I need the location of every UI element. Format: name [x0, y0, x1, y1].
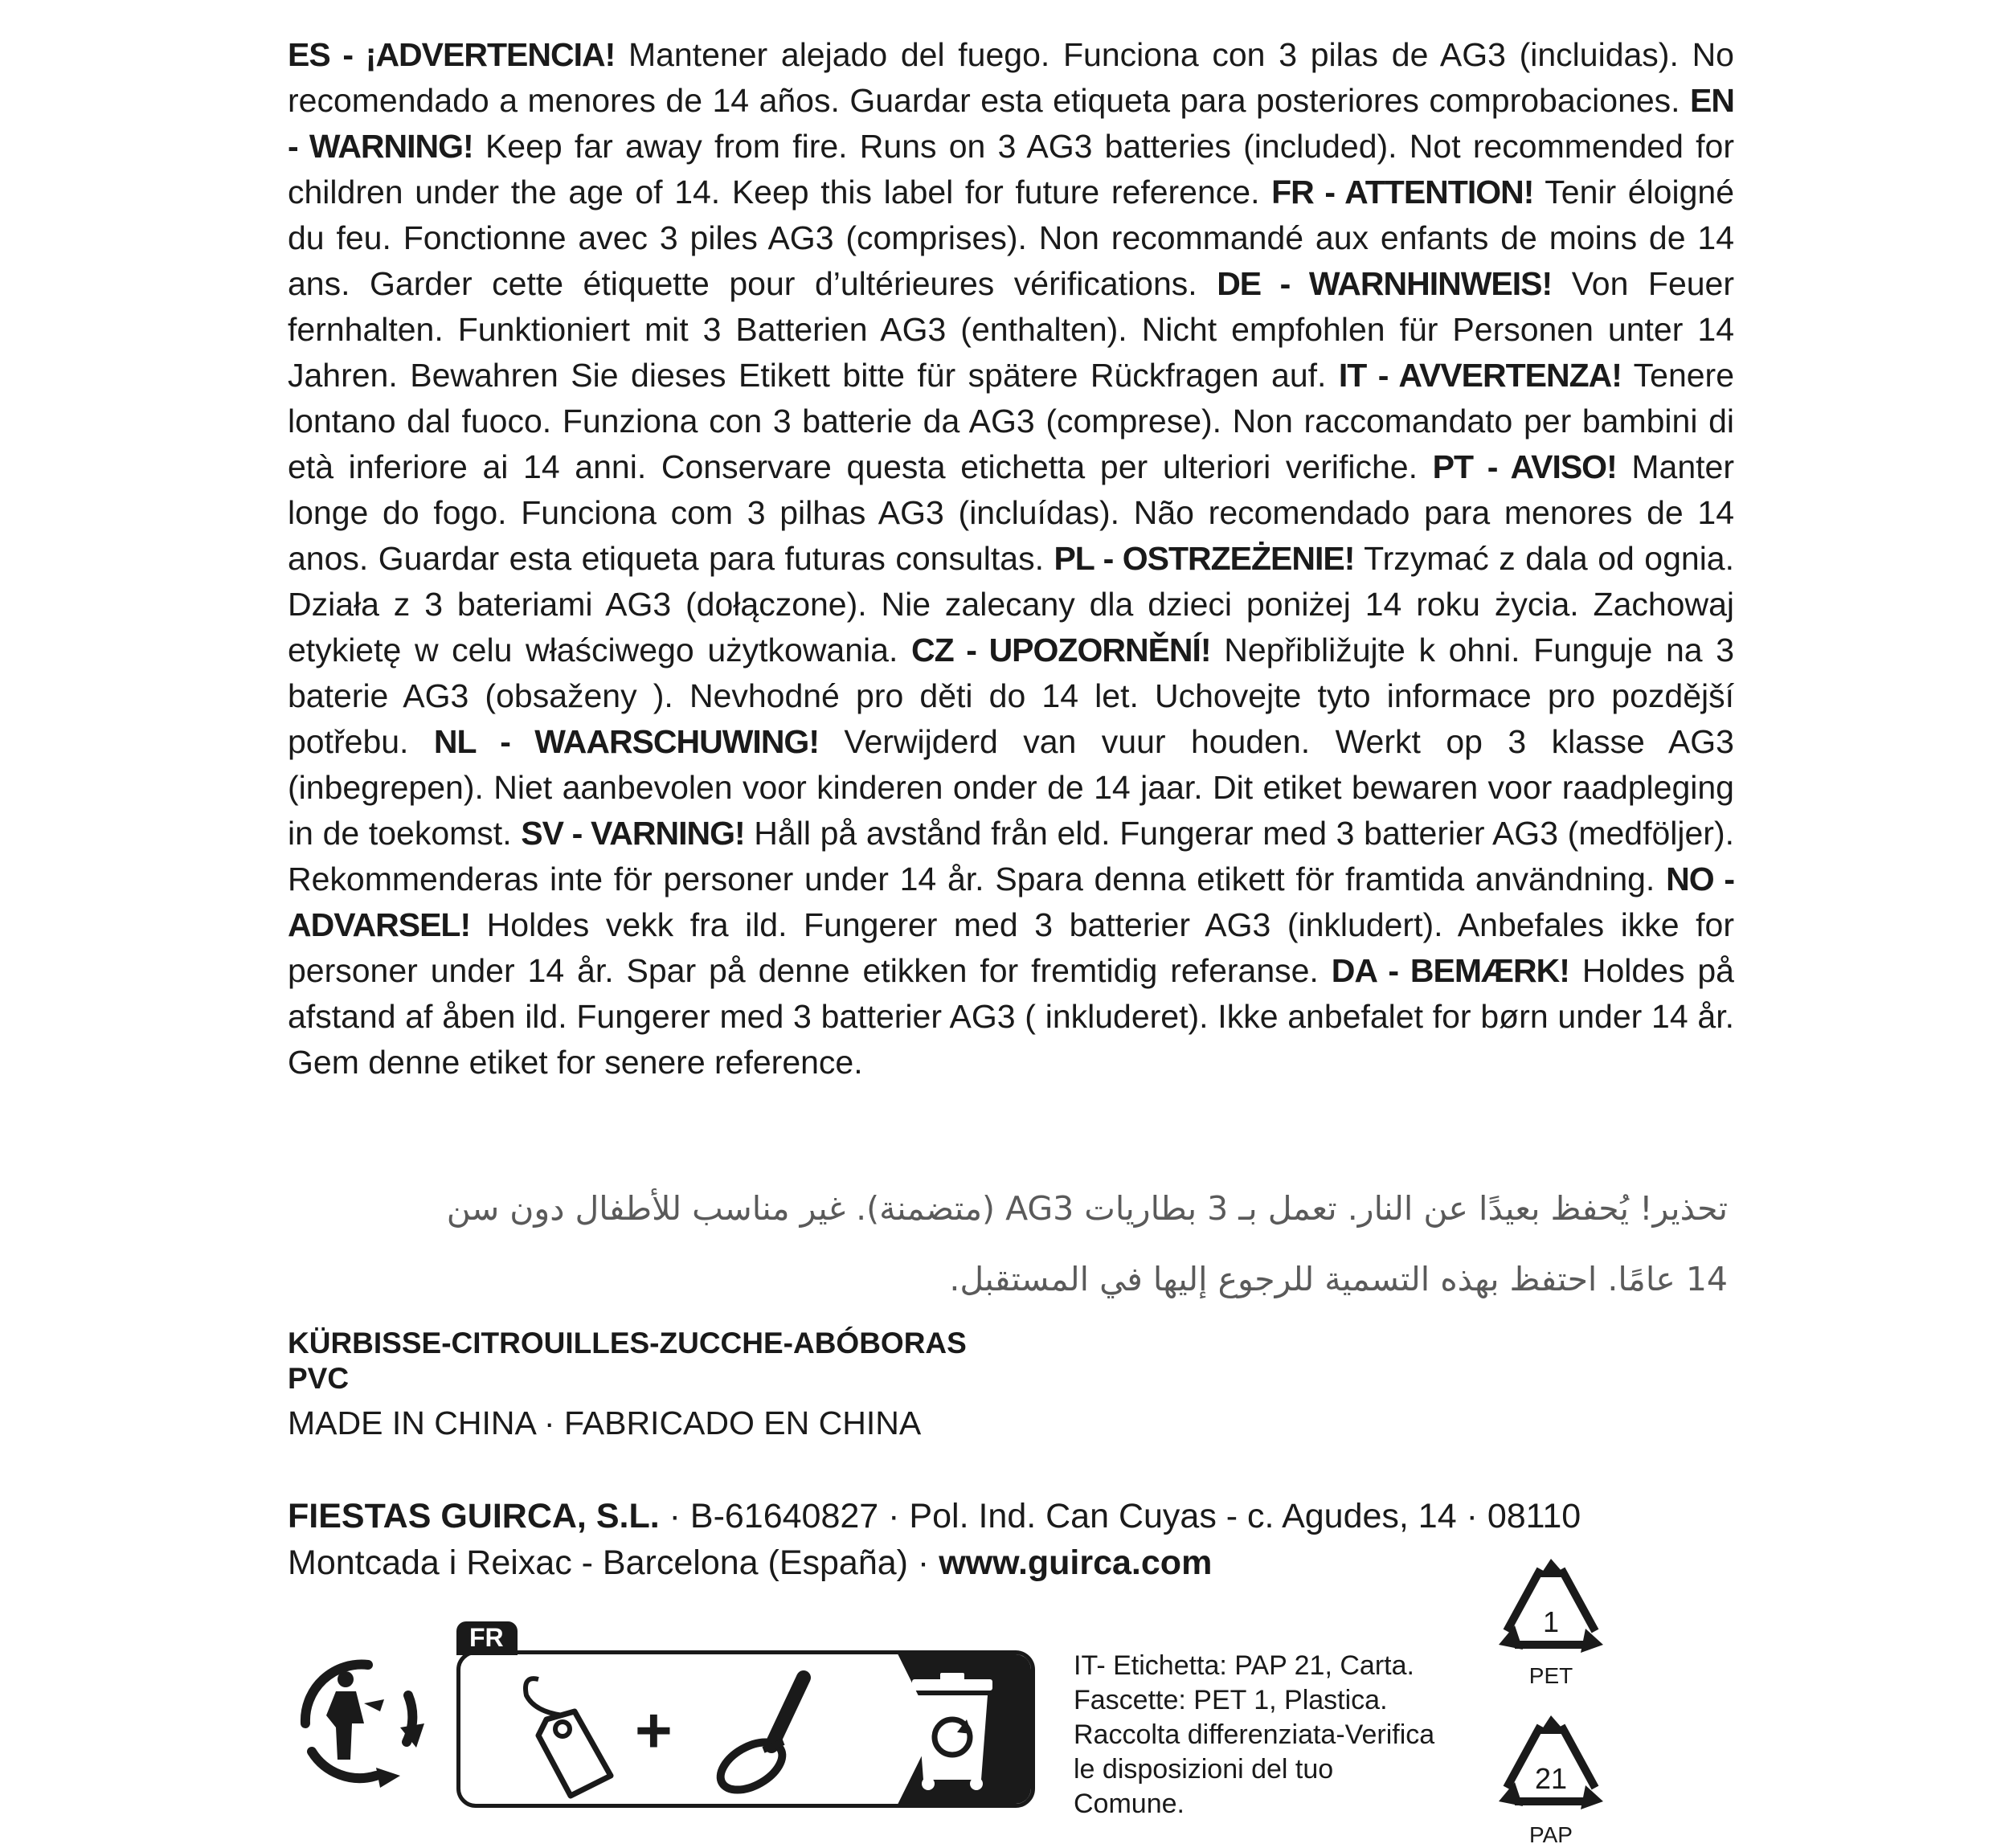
warning-text-nl: Verwijderd van vuur houden. Werkt op 3 klasse AG3 (inbegrepen). Niet aanbevolen voor kinderen onder de 14 jaar. Dit etiket bewaren voor raadpleging in de toekomst. [288, 723, 1734, 852]
warning-label-nl: NL - WAARSCHUWING! [433, 723, 819, 760]
recycle-code-label-pet: PET [1528, 1663, 1573, 1688]
plus-sign: + [635, 1695, 673, 1766]
recycle-code-number-pap: 21 [1534, 1762, 1568, 1795]
warning-text-no: Holdes vekk fra ild. Fungerer med 3 batterier AG3 (inkludert). Anbefales ikke for personer under 14 år. Spar på denne etikken for fremtidig referanse. [288, 906, 1734, 989]
tag-icon [514, 1671, 619, 1800]
italy-disposal-line: le disposizioni del tuo [1074, 1754, 1334, 1785]
arabic-warning-line-1: تحذير! يُحفظ بعيدًا عن النار. تعمل بـ 3 بطاريات AG3 (متضمنة). غير مناسب للأطفال دون سن [446, 1189, 1728, 1228]
recycling-bin-icon [904, 1671, 1000, 1792]
arabic-warning-line-2: 14 عامًا. احتفظ بهذه التسمية للرجوع إليها في المستقبل. [949, 1260, 1728, 1298]
warning-text-es: Mantener alejado del fuego. Funciona con 3 pilas de AG3 (incluidas). No recomendado a menores de 14 años. Guardar esta etiqueta para posteriores comprobaciones. [288, 36, 1734, 119]
country-tab [456, 1621, 518, 1655]
warning-label-fr: FR - ATTENTION! [1271, 174, 1534, 211]
italy-disposal-line: Comune. [1074, 1789, 1185, 1819]
company-city: Montcada i Reixac - Barcelona (España) · [288, 1543, 939, 1582]
warning-text-sv: Håll på avstånd från eld. Fungerar med 3 batterier AG3 (medföljer). Rekommenderas inte för personer under 14 år. Spara denna etikett för framtida användning. [288, 815, 1734, 897]
warning-text-cz: Nepřibližujte k ohni. Funguje na 3 baterie AG3 (obsaženy ). Nevhodné pro děti do 14 let. Uchovejte tyto informace pro pozdější potřebu. [288, 632, 1734, 760]
company-line-1 [288, 1493, 1734, 1539]
cable-tie-icon [707, 1670, 828, 1798]
warning-text-pt: Manter longe do fogo. Funciona com 3 pilhas AG3 (incluídas). Não recomendado para menores de 14 anos. Guardar esta etiqueta para futuras consultas. [288, 448, 1735, 577]
warning-text-da: Holdes på afstand af åben ild. Fungerer med 3 batterier AG3 ( inkluderet). Ikke anbefalet for børn under 14 år. Gem denne etiket for senere reference. [288, 952, 1734, 1081]
product-material: PVC [288, 1362, 350, 1395]
company-details: · B-61640827 · Pol. Ind. Can Cuyas - c. Agudes, 14 · 08110 [659, 1497, 1581, 1535]
recycle-code-label-pap: PAP [1529, 1822, 1573, 1847]
product-info [288, 1326, 967, 1396]
triman-icon [288, 1647, 432, 1792]
warning-label-de: DE - WARNHINWEIS! [1217, 265, 1553, 302]
warning-text-pl: Trzymać z dala od ognia. Działa z 3 bateriami AG3 (dołączone). Nie zalecany dla dzieci poniżej 14 roku życia. Zachowaj etykietę w celu właściwego użytkowania. [288, 540, 1734, 668]
italy-disposal-line: Fascette: PET 1, Plastica. [1074, 1685, 1388, 1715]
company-name: FIESTAS GUIRCA, S.L. [288, 1497, 660, 1535]
warning-label-it: IT - AVVERTENZA! [1338, 357, 1622, 394]
italy-disposal-info [1074, 1649, 1434, 1821]
warning-label-pt: PT - AVISO! [1432, 448, 1617, 485]
warning-label-sv: SV - VARNING! [521, 815, 745, 852]
product-origin: MADE IN CHINA · FABRICADO EN CHINA [288, 1404, 922, 1441]
warning-label-pl: PL - OSTRZEŻENIE! [1054, 540, 1355, 577]
warning-label-en: EN - WARNING! [288, 82, 1734, 165]
recycle-code-number-pet: 1 [1542, 1605, 1560, 1638]
country-code: FR [469, 1623, 504, 1652]
warning-text-it: Tenere lontano dal fuoco. Funziona con 3 batterie da AG3 (comprese). Non raccomandato per bambini di età inferiore ai 14 anni. Conservare questa etichetta per ulteriori verifiche. [288, 357, 1735, 485]
warning-text-en: Keep far away from fire. Runs on 3 AG3 batteries (included). Not recommended for children under the age of 14. Keep this label for future reference. [288, 128, 1734, 211]
italy-disposal-line: IT- Etichetta: PAP 21, Carta. [1074, 1650, 1414, 1681]
product-name: KÜRBISSE-CITROUILLES-ZUCCHE-ABÓBORAS [288, 1327, 967, 1359]
company-website: www.guirca.com [939, 1543, 1213, 1582]
warning-text-block [288, 32, 1734, 1085]
warning-label-no: NO - ADVARSEL! [288, 861, 1735, 943]
warning-text-de: Von Feuer fernhalten. Funktioniert mit 3 Batterien AG3 (enthalten). Nicht empfohlen für Personen unter 14 Jahren. Bewahren Sie dieses Etikett bitte für spätere Rückfragen auf. [288, 265, 1735, 394]
warning-label-es: ES - ¡ADVERTENCIA! [288, 36, 616, 73]
italy-disposal-line: Raccolta differenziata-Verifica [1074, 1719, 1435, 1750]
warning-label-da: DA - BEMÆRK! [1331, 952, 1569, 989]
warning-text-fr: Tenir éloigné du feu. Fonctionne avec 3 piles AG3 (comprises). Non recommandé aux enfants de moins de 14 ans. Garder cette étiquette pour d’ultérieures vérifications. [288, 174, 1734, 302]
warning-label-cz: CZ - UPOZORNĚNÍ! [910, 632, 1211, 668]
